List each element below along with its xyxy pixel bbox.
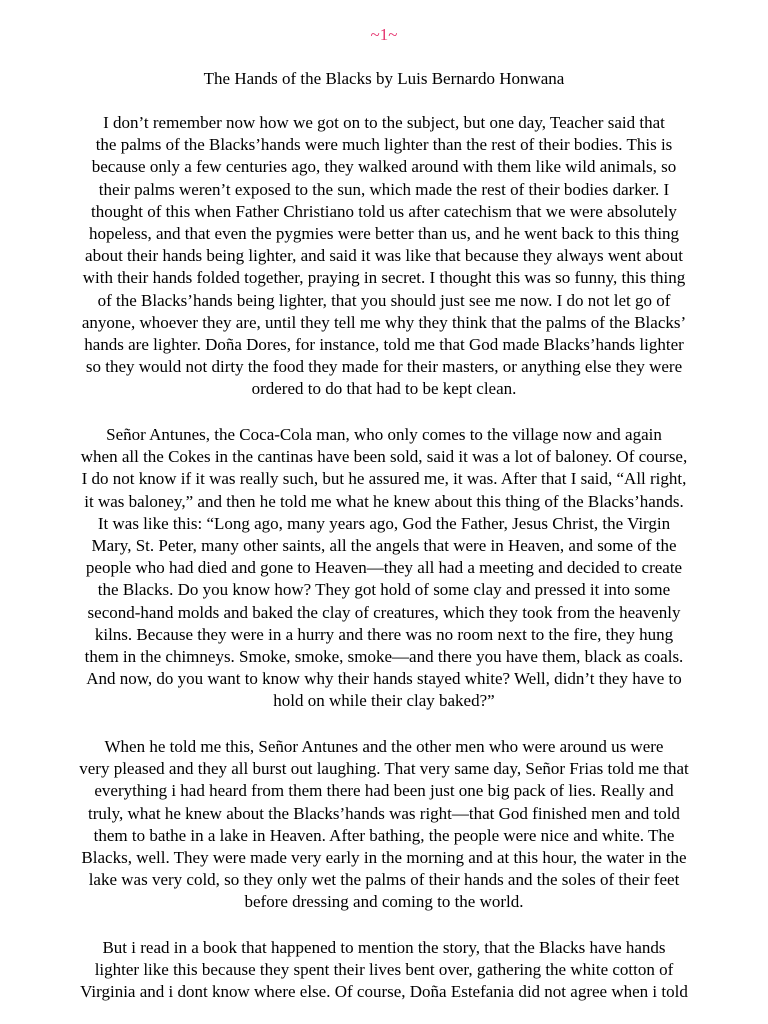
text-line: I don’t remember now how we got on to the subject, but one day, Teacher said that xyxy=(103,113,665,132)
text-line: the Blacks. Do you know how? They got hold of some clay and pressed it into some xyxy=(97,580,671,600)
document-title: The Hands of the Blacks by Luis Bernardo Honwana xyxy=(203,69,565,88)
text-line: And now, do you want to know why their hands stayed white? Well, didn’t they have to xyxy=(86,669,682,689)
text-line: about their hands being lighter, and said it was like that because they always went about xyxy=(85,246,683,266)
text-line: because only a few centuries ago, they walked around with them like wild animals, so xyxy=(91,157,677,177)
text-line: But i read in a book that happened to mention the story, that the Blacks have hands xyxy=(102,938,666,957)
text-line: hold on while their clay baked?” xyxy=(273,691,495,711)
text-line: thought of this when Father Christiano told us after catechism that we were absolutely xyxy=(91,201,677,221)
text-line: the palms of the Blacks’hands were much lighter than the rest of their bodies. This is xyxy=(95,135,673,155)
paragraph-1 xyxy=(0,112,768,401)
text-line: When he told me this, Señor Antunes and the other men who were around us were xyxy=(104,737,664,756)
paragraph-4 xyxy=(0,937,768,1004)
text-line: hands are lighter. Doña Dores, for instance, told me that God made Blacks’hands lighter xyxy=(84,335,684,355)
text-line: Virginia and i dont know where else. Of course, Doña Estefania did not agree when i told xyxy=(80,982,688,1002)
text-line: it was baloney,” and then he told me what he knew about this thing of the Blacks’hands. xyxy=(84,491,684,511)
text-line: of the Blacks’hands being lighter, that you should just see me now. I do not let go of xyxy=(97,290,671,310)
text-line: before dressing and coming to the world. xyxy=(244,892,524,912)
text-line: ordered to do that had to be kept clean. xyxy=(251,379,517,399)
text-line: anyone, whoever they are, until they tell me why they think that the palms of the Blacks’ xyxy=(81,312,687,332)
text-line: them to bathe in a lake in Heaven. After bathing, the people were nice and white. The xyxy=(93,825,675,845)
text-line: people who had died and gone to Heaven—they all had a meeting and decided to create xyxy=(85,558,683,578)
text-line: everything i had heard from them there had been just one big pack of lies. Really and xyxy=(94,781,674,801)
text-line: so they would not dirty the food they made for their masters, or anything else they were xyxy=(85,357,683,377)
text-line: very pleased and they all burst out laughing. That very same day, Señor Frias told me that xyxy=(79,759,689,779)
paragraph-2 xyxy=(0,424,768,713)
page-number: ~1~ xyxy=(370,25,398,44)
text-line: truly, what he knew about the Blacks’hands was right—that God finished men and told xyxy=(88,803,680,823)
text-line: kilns. Because they were in a hurry and there was no room next to the fire, they hung xyxy=(94,624,674,644)
text-line: I do not know if it was really such, but he assured me, it was. After that I said, “All right, xyxy=(81,469,687,489)
paragraph-3 xyxy=(0,736,768,914)
text-line: with their hands folded together, praying in secret. I thought this was so funny, this thing xyxy=(82,268,686,288)
text-line: lighter like this because they spent their lives bent over, gathering the white cotton of xyxy=(94,960,674,980)
text-line: Señor Antunes, the Coca-Cola man, who only comes to the village now and again xyxy=(106,425,662,444)
text-line: It was like this: “Long ago, many years ago, God the Father, Jesus Christ, the Virgin xyxy=(97,513,671,533)
text-line: lake was very cold, so they only wet the palms of their hands and the soles of their feet xyxy=(88,870,680,890)
text-line: second-hand molds and baked the clay of creatures, which they took from the heavenly xyxy=(87,602,681,622)
text-line: hopeless, and that even the pygmies were better than us, and he went back to this thing xyxy=(88,224,680,244)
text-line: them in the chimneys. Smoke, smoke, smoke—and there you have them, black as coals. xyxy=(84,647,684,667)
text-line: Mary, St. Peter, many other saints, all the angels that were in Heaven, and some of the xyxy=(91,536,677,556)
text-line: Blacks, well. They were made very early in the morning and at this hour, the water in the xyxy=(81,848,687,868)
text-line: their palms weren’t exposed to the sun, which made the rest of their bodies darker. I xyxy=(98,179,670,199)
text-line: when all the Cokes in the cantinas have been sold, said it was a lot of baloney. Of course, xyxy=(80,447,688,467)
